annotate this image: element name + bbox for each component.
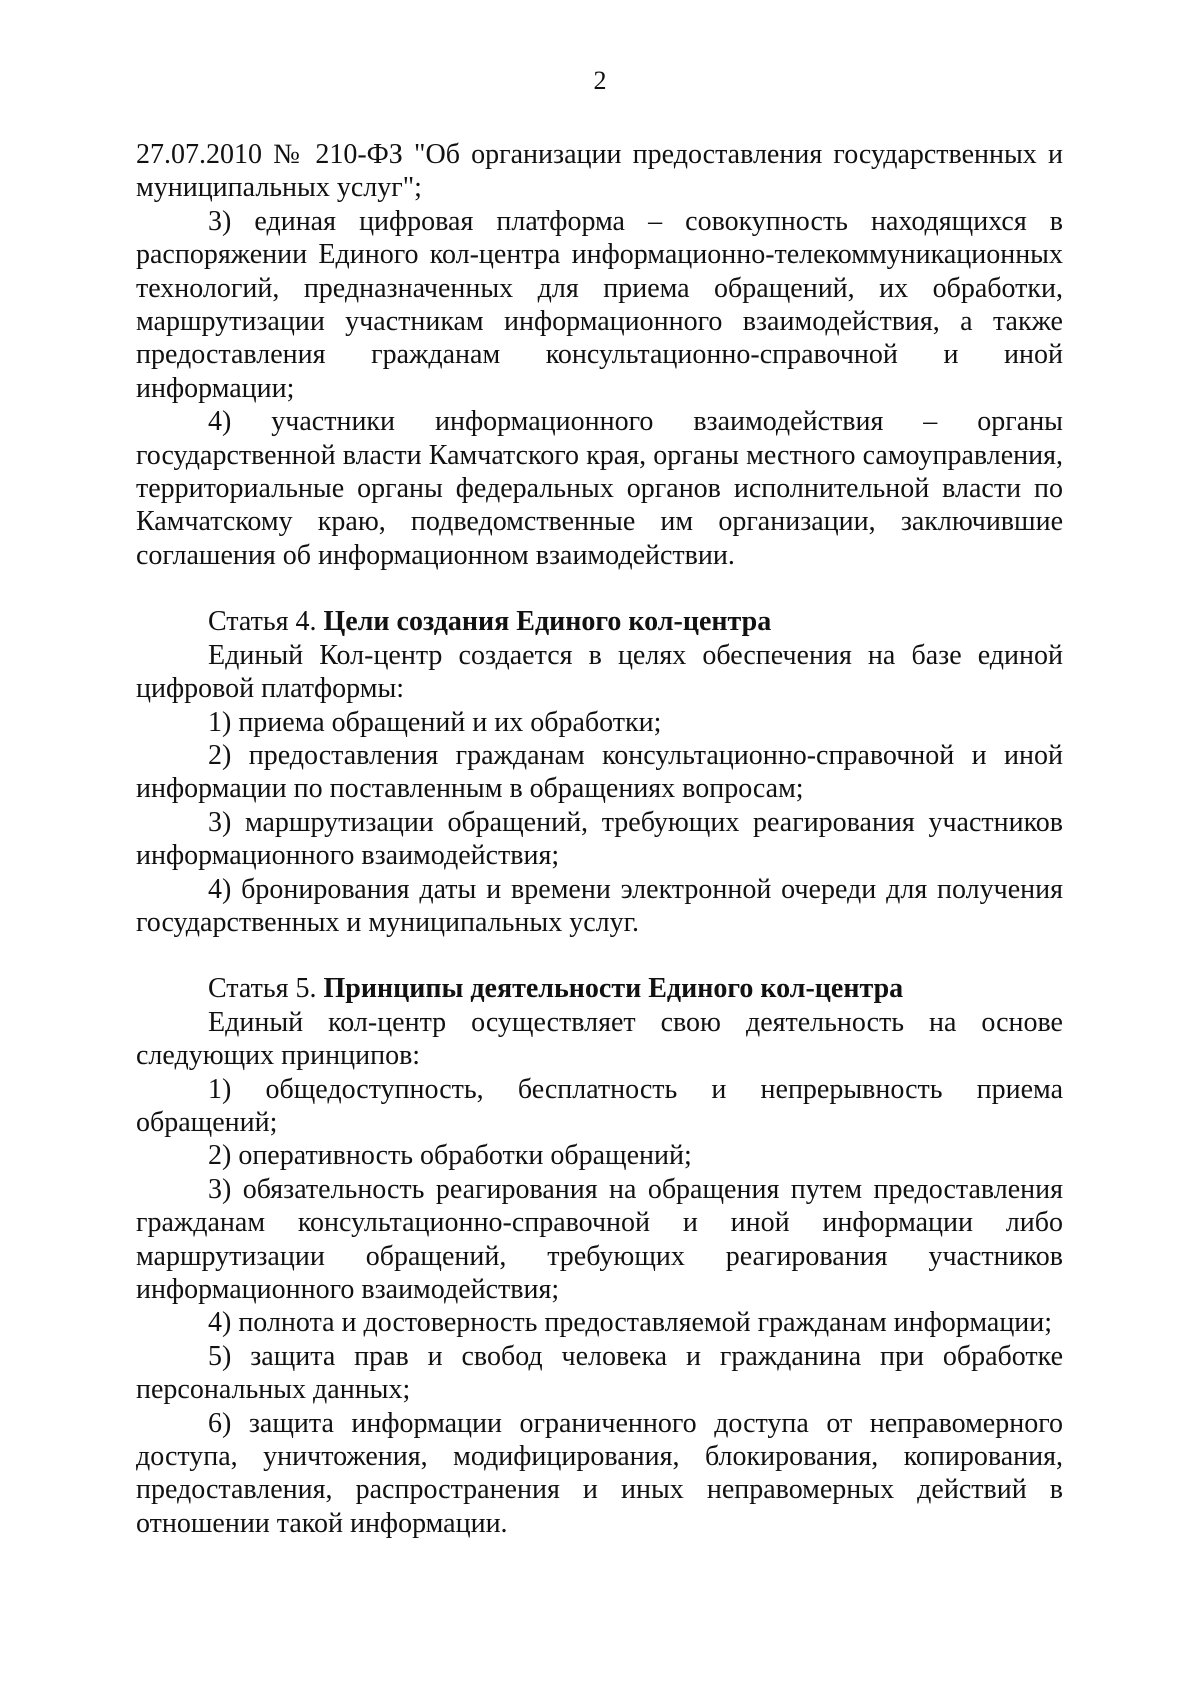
article-4-item-4: 4) бронирования даты и времени электронной очереди для получения государственных и муниципальных услуг. [136, 873, 1063, 938]
page-number: 2 [593, 66, 607, 95]
article-5-title: Принципы деятельности Единого кол-центра [323, 973, 904, 1005]
article-4-item-3: 3) маршрутизации обращений, требующих реагирования участников информационного взаимодействия; [136, 806, 1063, 872]
article-4-item-1: 1) приема обращений и их обработки; [208, 706, 662, 738]
article-5-item-3: 3) обязательность реагирования на обращения путем предоставления гражданам консультационно-справочной и иной информации либо маршрутизации обращений, требующих реагирования участников информационного взаимодействия; [136, 1173, 1063, 1305]
article-5-item-2: 2) оперативность обработки обращений; [208, 1140, 692, 1172]
definition-item-3: 3) единая цифровая платформа – совокупность находящихся в распоряжении Единого кол-центра информационно-телекоммуникационных технологий, предназначенных для приема обращений, их обработки, маршрутизации участникам информационного взаимодействия, а также предоставления гражданам консультационно-справочной и иной информации; [136, 205, 1063, 404]
article-4-item-2: 2) предоставления гражданам консультационно-справочной и иной информации по поставленным в обращениях вопросам; [136, 739, 1063, 805]
article-5-item-1: 1) общедоступность, бесплатность и непрерывность приема обращений; [136, 1073, 1063, 1138]
article-5-label: Статья 5. [208, 973, 324, 1005]
article-4-label: Статья 4. [208, 606, 324, 638]
document-body [136, 138, 1063, 1540]
definition-item-4: 4) участники информационного взаимодействия – органы государственной власти Камчатского края, органы местного самоуправления, территориальные органы федеральных органов исполнительной власти по Камчатскому краю, подведомственные им организации, заключившие соглашения об информационном взаимодействии. [136, 406, 1063, 571]
article-5-intro: Единый кол-центр осуществляет свою деятельность на основе следующих принципов: [136, 1006, 1063, 1072]
article-4-intro: Единый Кол-центр создается в целях обеспечения на базе единой цифровой платформы: [136, 639, 1063, 705]
article-5-item-5: 5) защита прав и свобод человека и гражданина при обработке персональных данных; [136, 1340, 1063, 1406]
intro-paragraph-continuation: 27.07.2010 № 210-ФЗ "Об организации предоставления государственных и муниципальных услуг"; [136, 139, 1063, 204]
article-5-item-6: 6) защита информации ограниченного доступа от неправомерного доступа, уничтожения, модифицирования, блокирования, копирования, предоставления, распространения и иных неправомерных действий в отношении такой информации. [136, 1407, 1063, 1539]
article-5-item-4: 4) полнота и достоверность предоставляемой гражданам информации; [208, 1307, 1053, 1339]
article-4-title: Цели создания Единого кол-центра [323, 606, 772, 638]
article-4-heading [136, 605, 1063, 638]
article-5-heading [136, 972, 1063, 1005]
